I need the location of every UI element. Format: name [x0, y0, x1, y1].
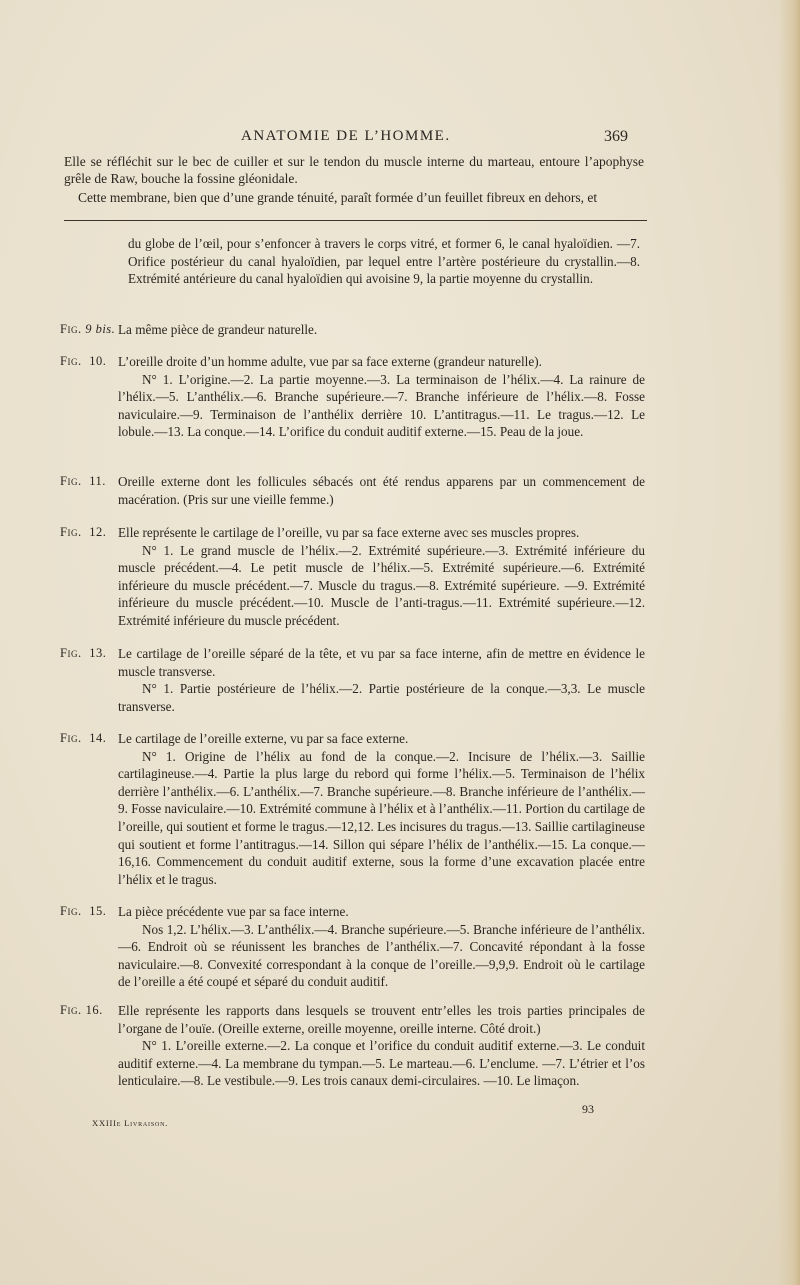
figure-label: Fig. 10. [60, 354, 107, 368]
intro-line-2: Cette membrane, bien que d’une grande ténuité, paraît formée d’un feuillet fibreux en dehors, et [78, 190, 598, 205]
figure-description: La pièce précédente vue par sa face interne. [118, 904, 349, 919]
figure-number: 9 bis. [85, 322, 116, 336]
figure-description: Elle représente le cartilage de l’oreille, vu par sa face externe avec ses muscles propres. [118, 525, 580, 540]
figure-number: 14. [89, 731, 107, 745]
intro-line-1: Elle se réfléchit sur le bec de cuiller et sur le tendon du muscle interne du marteau, entoure l’apophyse grêle de Raw, bouche la fossine gléonidale. [64, 154, 644, 186]
figure-entry-10 [60, 353, 645, 441]
figure-label: Fig. 14. [60, 731, 107, 745]
figure-label: Fig. 16. [60, 1003, 103, 1017]
figure-description: Le cartilage de l’oreille externe, vu par sa face externe. [118, 731, 409, 746]
figure-items: N° 1. Origine de l’hélix au fond de la conque.—2. Incisure de l’hélix.—3. Saillie cartilagineuse.—4. Partie la plus large du rebord qui forme l’hélix.—5. Terminaison de l’hélix derrière l’anthélix.—6. L’anthélix.—7. Branche supérieure.—8. Branche inférieure de l’anthélix.—9. Fosse naviculaire.—10. Extrémité commune à l’hélix et à l’anthélix.—11. Portion du cartilage de l’oreille, qui soutient et forme le tragus.—12,12. Les incisures du tragus.—13. Saillie cartilagineuse qui soutient et forme l’antitragus.—14. Sillon qui sépare l’hélix de l’anthélix.—15. La conque.—16,16. Commencement du conduit auditif externe, sous la forme d’une excavation placée entre l’hélix et le tragus. [118, 748, 645, 887]
running-header: ANATOMIE DE L’HOMME. [241, 128, 451, 144]
figure-items: Nos 1,2. L’hélix.—3. L’anthélix.—4. Branche supérieure.—5. Branche inférieure de l’anthélix.—6. Endroit où se réunissent les branches de l’anthélix.—7. Concavité répondant à la fosse naviculaire.—8. Convexité correspondant à la conque de l’oreille.—9,9,9. Endroit où le cartilage de l’oreille a été coupé et séparé du conduit auditif. [118, 921, 645, 990]
figure-entry-11 [60, 473, 645, 508]
figure-entry-12 [60, 524, 645, 630]
figure-items: N° 1. L’origine.—2. La partie moyenne.—3. La terminaison de l’hélix.—4. La rainure de l’hélix.—5. L’anthélix.—6. Branche supérieure.—7. Branche inférieure de l’hélix.—8. Fosse naviculaire.—9. Terminaison de l’anthélix derrière 10. L’antitragus.—11. Le tragus.—12. Le lobule.—13. La conque.—14. L’orifice du conduit auditif externe.—15. Peau de la joue. [118, 371, 645, 440]
figure-number: 13. [89, 646, 107, 660]
continuation-text: du globe de l’œil, pour s’enfoncer à travers le corps vitré, et former 6, le canal hyaloïdien. —7. Orifice postérieur du canal hyaloïdien, par lequel entre l’artère postérieure du crystallin.—8. Extrémité antérieure du canal hyaloïdien qui avoisine 9, la partie moyenne du crystallin. [128, 236, 640, 287]
figure-label: Fig. 15. [60, 904, 107, 918]
figure-number: 16. [85, 1003, 103, 1017]
section-divider [64, 220, 647, 221]
figure-label: Fig. 11. [60, 474, 106, 488]
figure-entry-15 [60, 903, 645, 991]
figure-entry-9bis [60, 321, 645, 339]
figure-entry-13 [60, 645, 645, 715]
livraison-mark: XXIIIe Livraison. [92, 1118, 169, 1128]
figure-label: Fig. 12. [60, 525, 107, 539]
figure-entry-16 [60, 1002, 645, 1090]
figure-number: 15. [89, 904, 107, 918]
figure-items: N° 1. Partie postérieure de l’hélix.—2. Partie postérieure de la conque.—3,3. Le muscle transverse. [118, 681, 645, 714]
figure-label: Fig. 13. [60, 646, 107, 660]
page-number: 369 [604, 128, 628, 145]
figure-number: 10. [89, 354, 107, 368]
figure-description: L’oreille droite d’un homme adulte, vue par sa face externe (grandeur naturelle). [118, 354, 542, 369]
figure-description: Elle représente les rapports dans lesquels se trouvent entr’elles les trois parties principales de l’organe de l’ouïe. (Oreille externe, oreille moyenne, oreille interne. Côté droit.) [118, 1003, 645, 1036]
figure-description: La même pièce de grandeur naturelle. [118, 322, 318, 337]
figure-number: 12. [89, 525, 107, 539]
figure-description: Oreille externe dont les follicules sébacés ont été rendus apparens par un commencement de macération. (Pris sur une vieille femme.) [118, 474, 645, 507]
figure-label: Fig. 9 bis. [60, 322, 116, 336]
figure-number: 11. [89, 474, 106, 488]
figure-items: N° 1. Le grand muscle de l’hélix.—2. Extrémité supérieure.—3. Extrémité inférieure du muscle précédent.—4. Le petit muscle de l’hélix.—5. Extrémité supérieure.—6. Extrémité inférieure du muscle précédent.—7. Muscle du tragus.—8. Extrémité supérieure. —9. Extrémité inférieure du muscle précédent.—10. Muscle de l’anti-tragus.—11. Extrémité supérieure.—12. Extrémité inférieure du muscle précédent. [118, 542, 645, 628]
page-edge [778, 0, 800, 1285]
figure-entry-14 [60, 730, 645, 888]
signature-mark: 93 [582, 1102, 594, 1116]
figure-items: N° 1. L’oreille externe.—2. La conque et l’orifice du conduit auditif externe.—3. Le conduit auditif externe.—4. La membrane du tympan.—5. Le marteau.—6. L’enclume. —7. L’étrier et l’os lenticulaire.—8. Le vestibule.—9. Les trois canaux demi-circulaires. —10. Le limaçon. [118, 1038, 645, 1089]
figure-description: Le cartilage de l’oreille séparé de la tête, et vu par sa face interne, afin de mettre en évidence le muscle transverse. [118, 646, 645, 679]
